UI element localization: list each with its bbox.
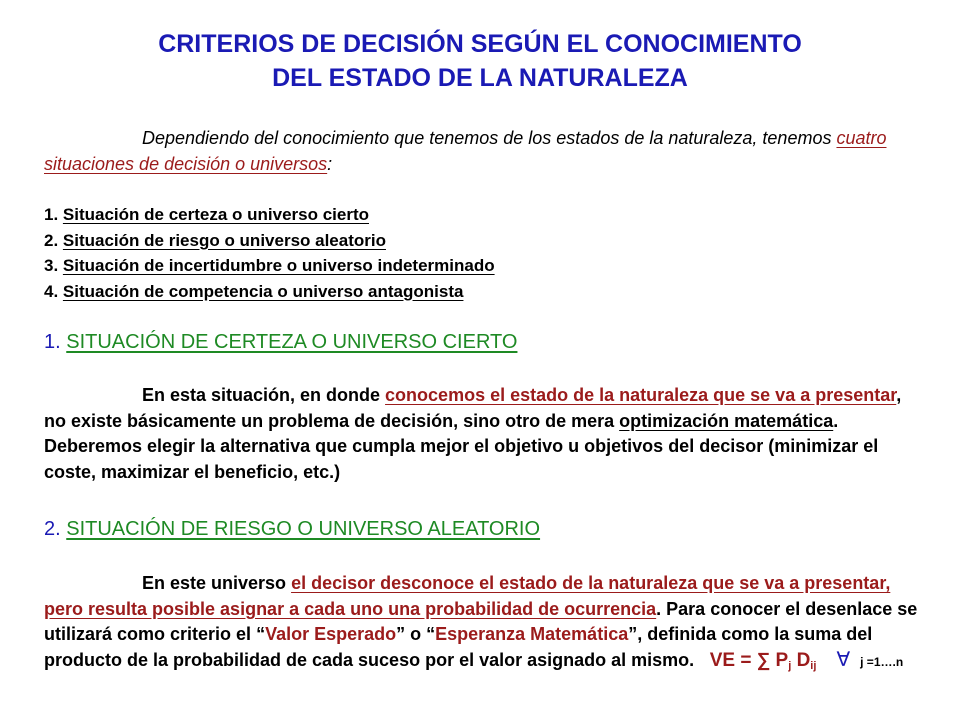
title-line-2: DEL ESTADO DE LA NATURALEZA <box>272 64 688 92</box>
expected-value-formula: VE = ∑ $P_j$ $D_{ij}$ <box>709 649 817 672</box>
list-item: 2. Situación de riesgo o universo aleatorio <box>44 230 386 250</box>
list-item: 1. Situación de certeza o universo cierto <box>44 205 369 224</box>
list-item: 4. Situación de competencia o universo antagonista <box>44 281 464 301</box>
section1-heading: 1. SITUACIÓN DE CERTEZA O UNIVERSO CIERTO <box>44 331 518 353</box>
section1-highlight-2: optimización matemática <box>619 410 834 431</box>
list-item: 3. Situación de incertidumbre o universo indeterminado <box>44 256 495 275</box>
section1-highlight-1: conocemos el estado de la naturaleza que se va a presentar <box>385 385 897 405</box>
intro-text: Dependiendo del conocimiento que tenemos de los estados de la naturaleza, tenemos <box>142 128 837 148</box>
section2-highlight: el decisor desconoce el estado de la naturaleza que se va a presentar, pero resulta posible asignar a cada uno una probabilidad de ocurrencia <box>44 573 891 619</box>
title-line-1: CRITERIOS DE DECISIÓN SEGÚN EL CONOCIMIENTO <box>158 30 802 58</box>
slide-title <box>0 27 960 95</box>
situations-list <box>44 202 495 304</box>
term-valor-esperado: Valor Esperado <box>265 624 397 644</box>
intro-colon: : <box>327 153 333 174</box>
section2-heading: 2. SITUACIÓN DE RIESGO O UNIVERSO ALEATORIO <box>44 518 541 540</box>
intro-paragraph <box>44 126 924 177</box>
section2-paragraph: En este universo el decisor desconoce el estado de la naturaleza que se va a presentar, pero resulta posible asignar a cada uno una probabilidad de ocurrencia. Para conocer el desenlace se utilizará como criterio el “Valor Esperado” o “Esperanza Matemática”, definida como la suma del producto de la probabilidad de cada suceso por el valor asignado al mismo. VE = ∑ $P_j$ $D_{ij}$ ∀ j =1….n <box>44 573 918 672</box>
index-range: j =1….n <box>860 654 904 669</box>
intro-highlight: cuatro situaciones de decisión o universos <box>44 128 887 174</box>
section1-paragraph: En esta situación, en donde conocemos el estado de la naturaleza que se va a presentar, no existe básicamente un problema de decisión, sino otro de mera optimización matemática. Deberemos elegir la alternativa que cumpla mejor el objetivo u objetivos del decisor (minimizar el coste, maximizar el beneficio, etc.) <box>44 385 902 482</box>
forall-symbol: ∀ <box>836 648 851 671</box>
term-esperanza: Esperanza Matemática <box>435 624 629 644</box>
